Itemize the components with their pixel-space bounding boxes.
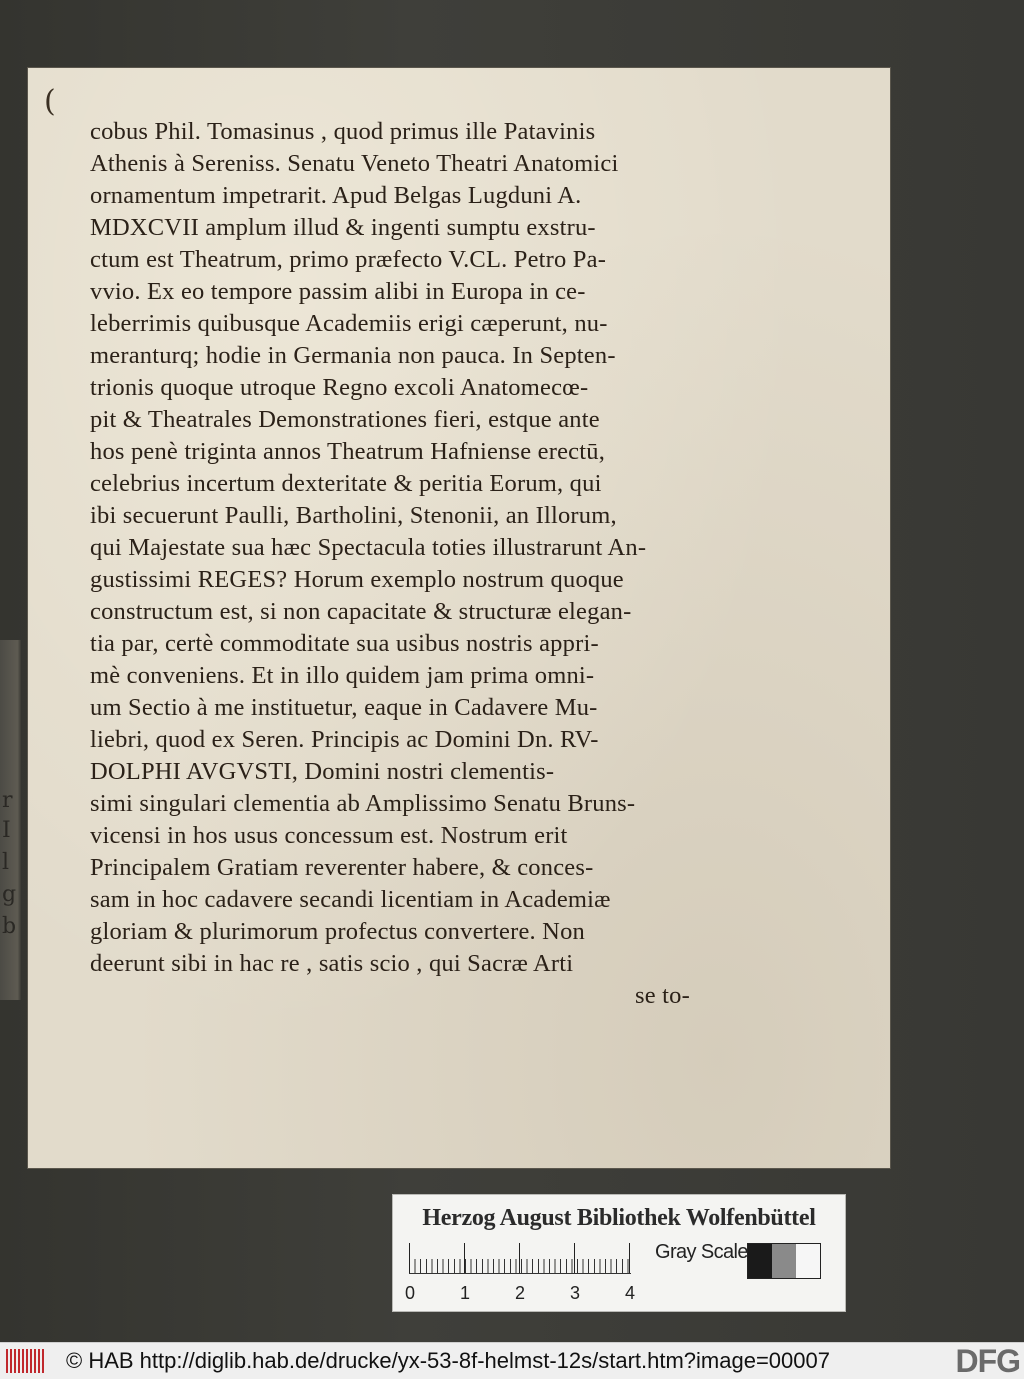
text-line: leberrimis quibusque Academiis erigi cæperunt, nu- xyxy=(90,310,608,337)
text-line: simi singulari clementia ab Amplissimo Senatu Bruns- xyxy=(90,790,636,817)
text-line: trionis quoque utroque Regno excoli Anatomecœ- xyxy=(90,374,589,401)
text-line: vvio. Ex eo tempore passim alibi in Europa in ce- xyxy=(90,278,586,305)
text-line: vicensi in hos usus concessum est. Nostrum erit xyxy=(90,822,568,849)
gray-scale-label: Gray Scale xyxy=(655,1241,748,1263)
text-line: Athenis à Sereniss. Senatu Veneto Theatri Anatomici xyxy=(90,150,619,177)
text-line: mè conveniens. Et in illo quidem jam prima omni- xyxy=(90,662,595,689)
copyright-url[interactable]: © HAB http://diglib.hab.de/drucke/yx-53-8f-helmst-12s/start.htm?image=00007 xyxy=(66,1348,830,1373)
gray-swatch-dark xyxy=(748,1244,772,1278)
ruler-number: 2 xyxy=(515,1283,526,1303)
ruler-major-tick xyxy=(519,1243,520,1273)
text-line: um Sectio à me instituetur, eaque in Cadavere Mu- xyxy=(90,694,598,721)
ruler-number: 0 xyxy=(405,1283,416,1303)
gray-swatch-light xyxy=(796,1244,820,1278)
text-line: ctum est Theatrum, primo præfecto V.CL. Petro Pa- xyxy=(90,246,607,273)
adjacent-page-edge xyxy=(0,640,22,1000)
ruler-number: 4 xyxy=(625,1283,636,1303)
text-line: ibi secuerunt Paulli, Bartholini, Stenonii, an Illorum, xyxy=(90,502,617,529)
adjacent-page-glyph: l xyxy=(2,850,10,875)
ruler-major-tick xyxy=(464,1243,465,1273)
text-line: ornamentum impetrarit. Apud Belgas Lugduni A. xyxy=(90,182,582,209)
gray-swatch-mid xyxy=(772,1244,796,1278)
ruler-major-tick xyxy=(574,1243,575,1273)
gray-scale-swatch xyxy=(747,1243,821,1279)
text-line: gloriam & plurimorum profectus convertere. Non xyxy=(90,918,585,945)
text-line: deerunt sibi in hac re , satis scio , qui Sacræ Arti xyxy=(90,950,574,977)
color-scale-card xyxy=(392,1194,846,1312)
adjacent-page-glyph: g xyxy=(2,882,17,907)
measurement-ruler xyxy=(409,1243,631,1274)
text-line: cobus Phil. Tomasinus , quod primus ille Patavinis xyxy=(90,118,596,145)
text-line: pit & Theatrales Demonstrationes fieri, estque ante xyxy=(90,406,600,433)
text-line: DOLPHI AVGVSTI, Domini nostri clementis- xyxy=(90,758,555,785)
text-line: celebrius incertum dexteritate & peritia Eorum, qui xyxy=(90,470,602,497)
page-text-block xyxy=(90,116,730,1012)
footer-bar xyxy=(0,1342,1024,1379)
text-line: Principalem Gratiam reverenter habere, & conces- xyxy=(90,854,594,881)
text-line: constructum est, si non capacitate & structuræ elegan- xyxy=(90,598,632,625)
library-name: Herzog August Bibliothek Wolfenbüttel xyxy=(422,1205,816,1231)
text-line: liebri, quod ex Seren. Principis ac Domini Dn. RV- xyxy=(90,726,599,753)
text-line: qui Majestate sua hæc Spectacula toties illustrarunt An- xyxy=(90,534,647,561)
text-line: meranturq; hodie in Germania non pauca. In Septen- xyxy=(90,342,616,369)
page-margin-mark: ( xyxy=(44,84,56,119)
ruler-major-tick xyxy=(629,1243,630,1273)
text-line: sam in hoc cadavere secandi licentiam in Academiæ xyxy=(90,886,611,913)
text-line: MDXCVII amplum illud & ingenti sumptu exstru- xyxy=(90,214,596,241)
adjacent-page-glyph: r xyxy=(2,788,13,813)
adjacent-page-glyph: b xyxy=(2,914,17,939)
catchword: se to- xyxy=(635,982,690,1009)
ruler-number: 3 xyxy=(570,1283,581,1303)
adjacent-page-glyph: I xyxy=(2,818,11,843)
dfg-logo: DFG xyxy=(951,1344,1020,1378)
text-line: tia par, certè commoditate sua usibus nostris appri- xyxy=(90,630,599,657)
text-line: gustissimi REGES? Horum exemplo nostrum quoque xyxy=(90,566,624,593)
text-line: hos penè triginta annos Theatrum Hafniense erectū, xyxy=(90,438,606,465)
barcode-icon xyxy=(6,1349,46,1373)
ruler-number: 1 xyxy=(460,1283,471,1303)
ruler-major-tick xyxy=(409,1243,410,1273)
